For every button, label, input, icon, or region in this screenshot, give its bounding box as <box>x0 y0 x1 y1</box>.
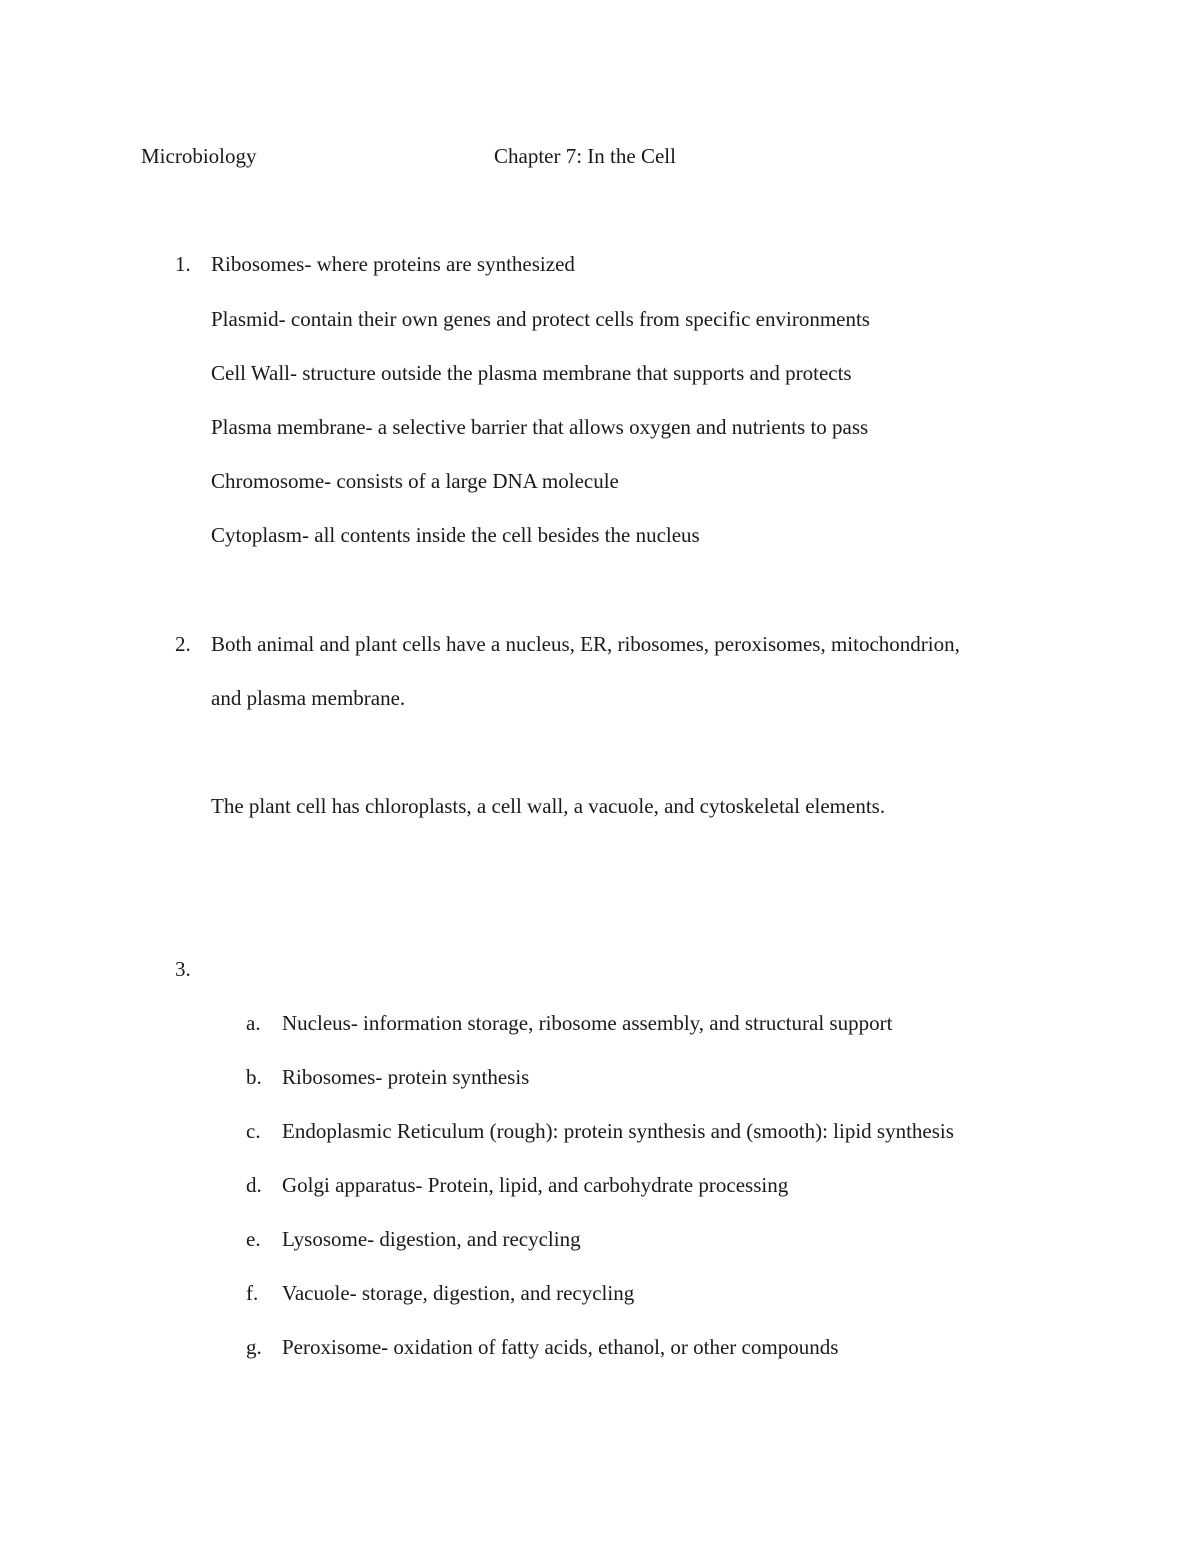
q1-line-plasma-membrane: Plasma membrane- a selective barrier that allows oxygen and nutrients to pass <box>211 415 869 439</box>
q2-line-2: and plasma membrane. <box>211 686 406 710</box>
q3-item-ribosomes: Ribosomes- protein synthesis <box>282 1065 530 1089</box>
question-1-number: 1. <box>175 252 191 276</box>
q3-item-nucleus: Nucleus- information storage, ribosome assembly, and structural support <box>282 1011 893 1035</box>
question-3-number: 3. <box>175 957 191 981</box>
question-2-number: 2. <box>175 632 191 656</box>
q1-line-cytoplasm: Cytoplasm- all contents inside the cell besides the nucleus <box>211 523 700 547</box>
chapter-title: Chapter 7: In the Cell <box>494 144 676 168</box>
course-title: Microbiology <box>141 144 257 168</box>
q3-item-letter: a. <box>246 1011 261 1035</box>
q3-item-letter: f. <box>246 1281 259 1305</box>
q3-item-letter: e. <box>246 1227 261 1251</box>
q3-item-letter: b. <box>246 1065 262 1089</box>
q3-item-letter: g. <box>246 1335 262 1359</box>
q2-line-3: The plant cell has chloroplasts, a cell wall, a vacuole, and cytoskeletal elements. <box>211 794 886 818</box>
q3-item-vacuole: Vacuole- storage, digestion, and recycling <box>282 1281 635 1305</box>
q3-item-lysosome: Lysosome- digestion, and recycling <box>282 1227 581 1251</box>
q3-item-peroxisome: Peroxisome- oxidation of fatty acids, ethanol, or other compounds <box>282 1335 839 1359</box>
q3-item-letter: d. <box>246 1173 262 1197</box>
q2-line-1: Both animal and plant cells have a nucleus, ER, ribosomes, peroxisomes, mitochondrion, <box>211 632 960 656</box>
q3-item-golgi: Golgi apparatus- Protein, lipid, and carbohydrate processing <box>282 1173 789 1197</box>
q3-item-endoplasmic-reticulum: Endoplasmic Reticulum (rough): protein synthesis and (smooth): lipid synthesis <box>282 1119 954 1143</box>
q1-line-ribosomes: Ribosomes- where proteins are synthesized <box>211 252 575 276</box>
q1-line-plasmid: Plasmid- contain their own genes and protect cells from specific environments <box>211 307 870 331</box>
q3-item-letter: c. <box>246 1119 261 1143</box>
q1-line-cell-wall: Cell Wall- structure outside the plasma membrane that supports and protects <box>211 361 852 385</box>
q1-line-chromosome: Chromosome- consists of a large DNA molecule <box>211 469 619 493</box>
